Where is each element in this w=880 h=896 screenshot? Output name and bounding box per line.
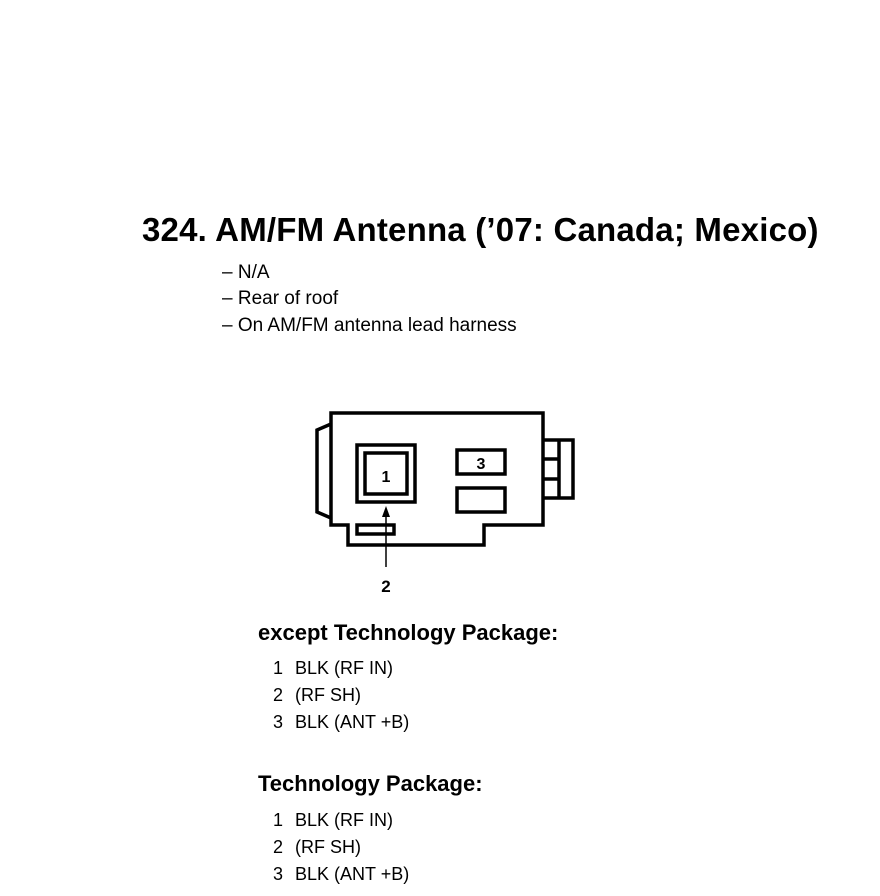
pin-number: 2 — [273, 837, 284, 857]
pin-row — [273, 837, 361, 858]
section-heading-technology: Technology Package: — [258, 771, 483, 796]
connector-harness-line: – On AM/FM antenna lead harness — [222, 315, 517, 336]
callout-arrow-icon — [382, 506, 390, 517]
pin-number: 2 — [273, 685, 284, 705]
pin-description: BLK (RF IN) — [295, 658, 394, 678]
terminal-1-label: 1 — [381, 469, 391, 486]
terminal-3-label: 3 — [476, 456, 486, 473]
pin-description: BLK (ANT +B) — [295, 712, 410, 732]
section-heading-except-technology: except Technology Package: — [258, 620, 559, 645]
pin-number: 1 — [273, 658, 284, 678]
pin-description: BLK (ANT +B) — [295, 864, 410, 884]
connector-diagram — [300, 400, 590, 600]
pin-description: (RF SH) — [295, 685, 361, 705]
pin-number: 1 — [273, 810, 284, 830]
pin-row — [273, 685, 361, 706]
pin-description: BLK (RF IN) — [295, 810, 394, 830]
callout-2-label: 2 — [381, 577, 391, 596]
connector-info-line: – N/A — [222, 262, 270, 283]
pin-row — [273, 712, 409, 733]
pin-description: (RF SH) — [295, 837, 361, 857]
pin-number: 3 — [273, 864, 284, 884]
pin-row — [273, 658, 393, 679]
terminal-slot — [457, 488, 505, 512]
pin-row — [273, 810, 393, 831]
pin-number: 3 — [273, 712, 284, 732]
pin-row — [273, 864, 409, 885]
connector-bottom-tab — [357, 525, 394, 534]
page-title: 324. AM/FM Antenna (’07: Canada; Mexico) — [142, 211, 819, 248]
connector-left-latch — [317, 424, 331, 518]
connector-location-line: – Rear of roof — [222, 288, 339, 309]
